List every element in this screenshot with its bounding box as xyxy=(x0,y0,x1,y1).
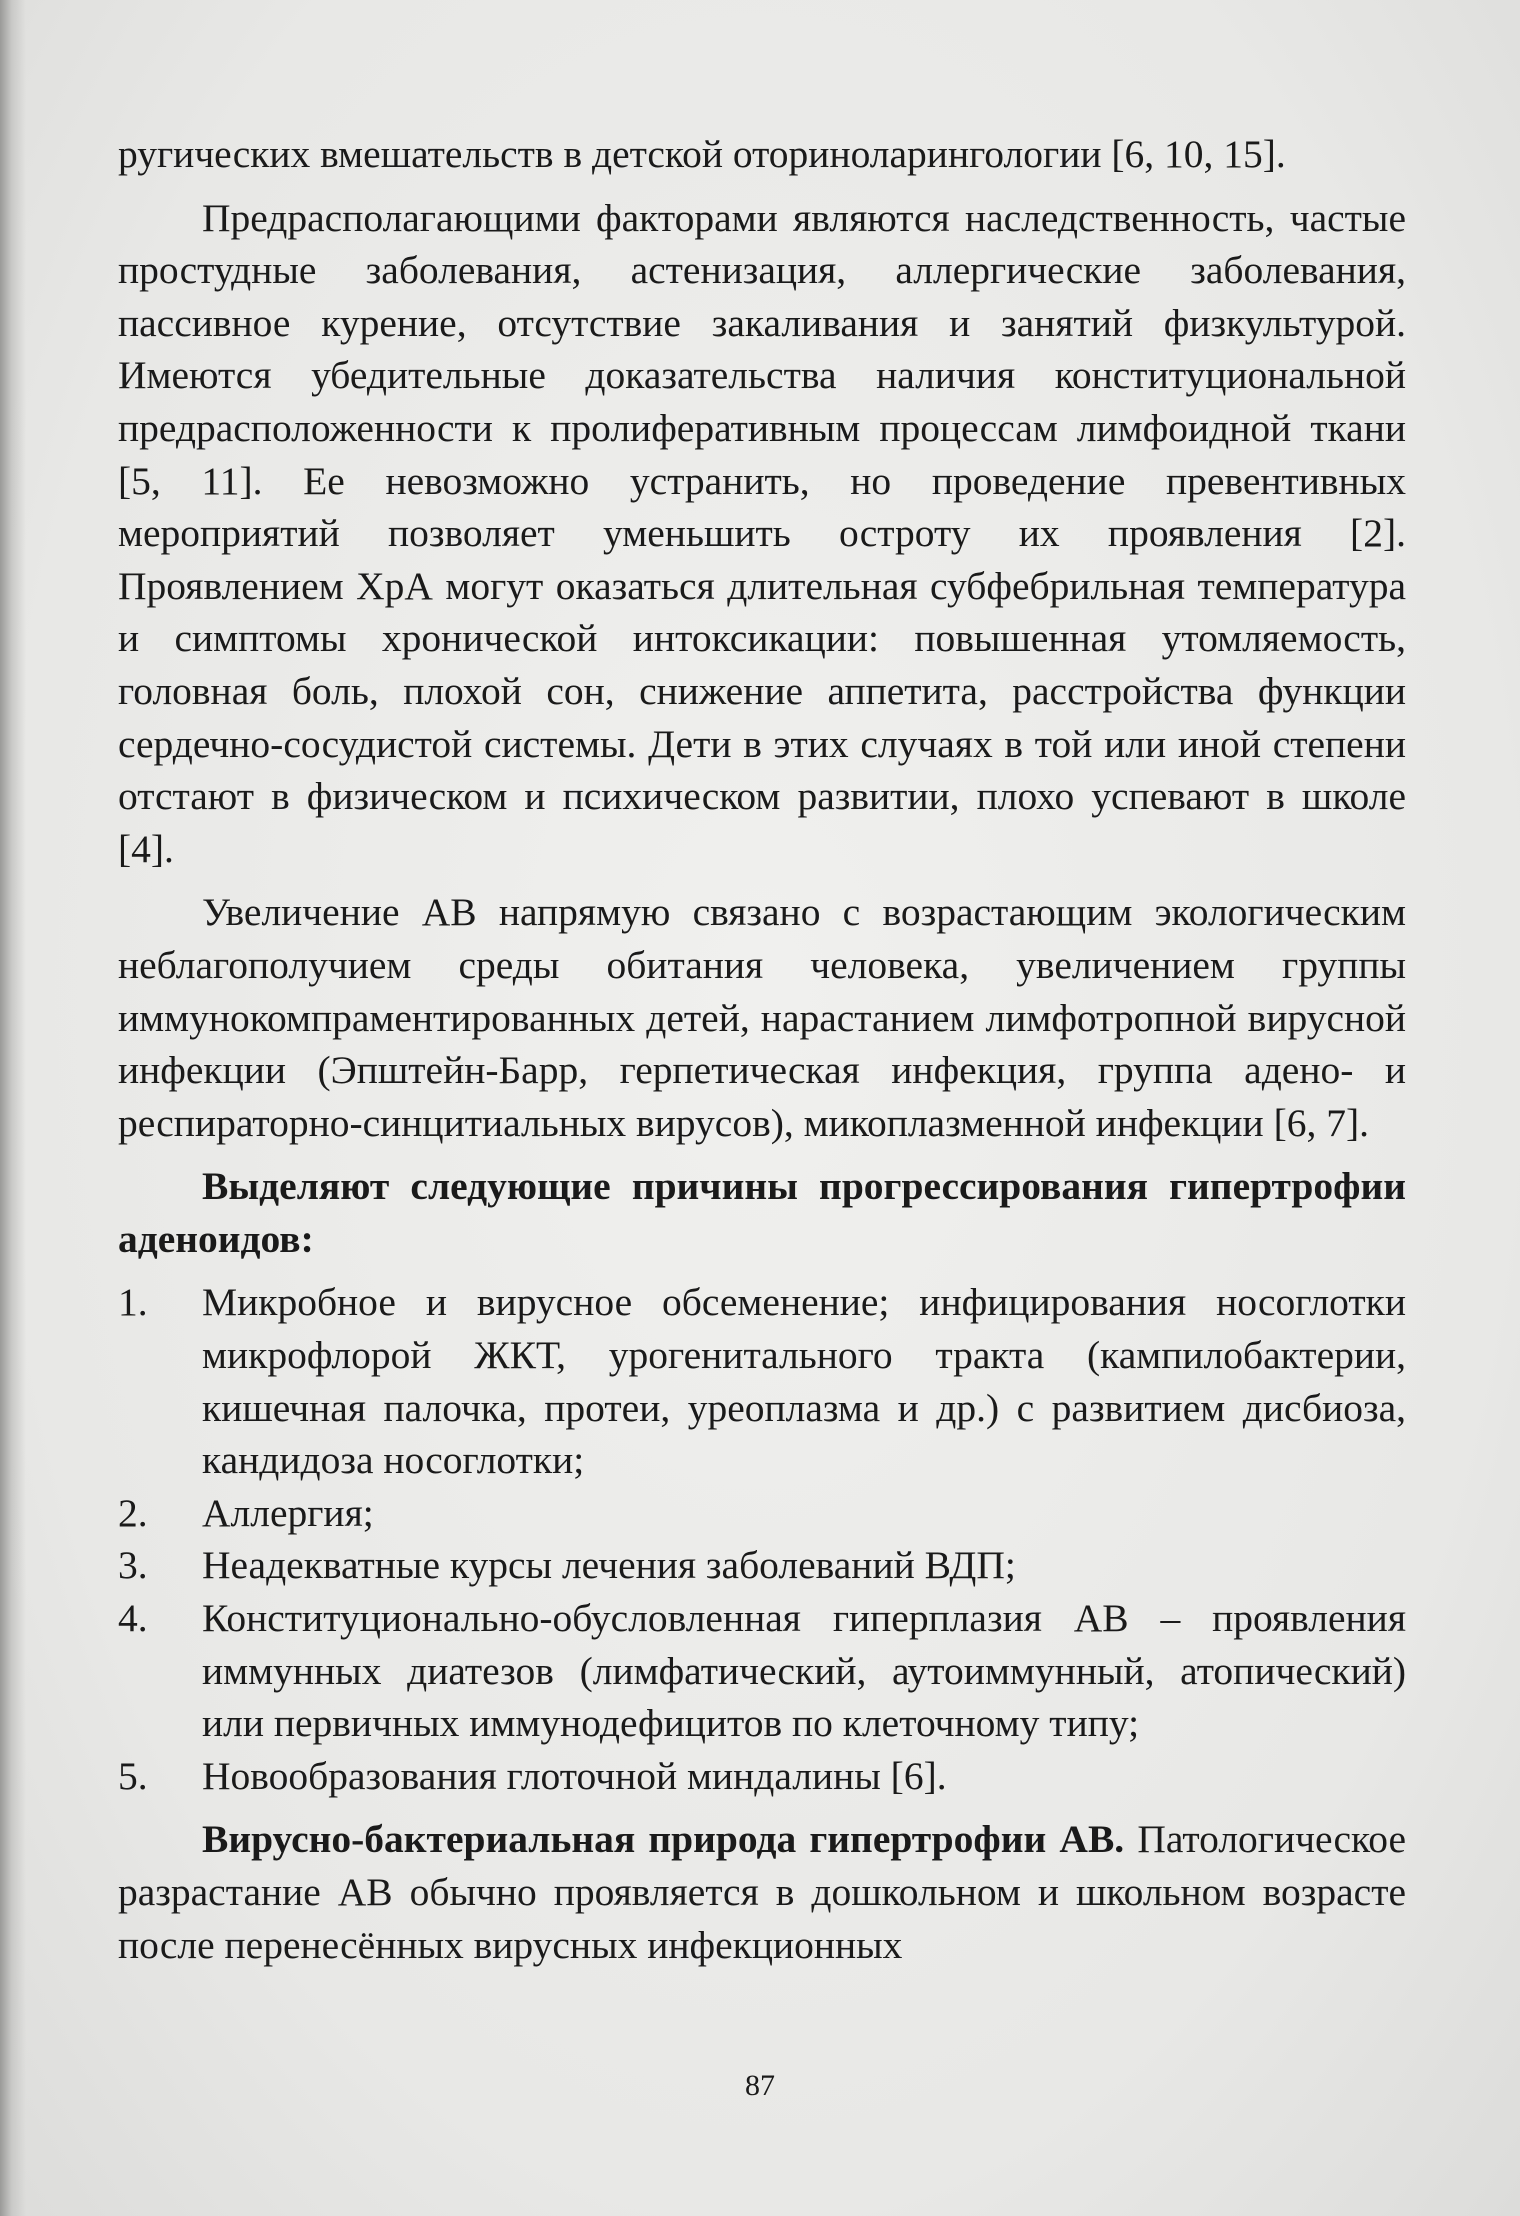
list-item xyxy=(118,1276,1406,1486)
paragraph-viral-bacterial xyxy=(118,1813,1406,1971)
page-number: 87 xyxy=(745,2069,775,2102)
list-item-number: 3. xyxy=(118,1543,148,1588)
list-item-text: Неадекватные курсы лечения заболеваний ВДП; xyxy=(202,1543,1016,1588)
list-item-number: 5. xyxy=(118,1753,148,1798)
list-item-number: 2. xyxy=(118,1490,148,1535)
body-text xyxy=(118,128,1406,1982)
inline-heading-viral-bacterial: Вирусно-бактериальная природа гипертрофии АВ. xyxy=(202,1817,1125,1862)
paragraph-predisposing-factors: Предрасполагающими факторами являются наследственность, частые простудные заболевания, астенизация, аллергические заболевания, пассивное курение, отсутствие закаливания и занятий физкультурой. Имеются убедительные доказательства наличия конституциональной предрасположенности к пролиферативным процессам лимфоидной ткани [5, 11]. Ее невозможно устранить, но проведение превентивных мероприятий позволяет уменьшить остроту их проявления [2]. Проявлением ХрА могут оказаться длительная субфебрильная температура и симптомы хронической интоксикации: повышенная утомляемость, головная боль, плохой сон, снижение аппетита, расстройства функции сердечно-сосудистой системы. Дети в этих случаях в той или иной степени отстают в физическом и психическом развитии, плохо успевают в школе [4]. xyxy=(118,195,1406,871)
paragraph-viral-bacterial-text: Патологическое разрастание АВ обычно проявляется в дошкольном и школьном возрасте после перенесённых вирусных инфекционных xyxy=(118,1817,1407,1967)
list-item xyxy=(118,1539,1406,1592)
list-item xyxy=(118,1750,1406,1803)
list-item-text: Микробное и вирусное обсеменение; инфицирования носоглотки микрофлорой ЖКТ, урогенитального тракта (кампилобактерии, кишечная палочка, протеи, уреоплазма и др.) с развитием дисбиоза, кандидоза носоглотки; xyxy=(202,1280,1406,1483)
paragraph-continuation: ругических вмешательств в детской оториноларингологии [6, 10, 15]. xyxy=(118,132,1286,176)
page-gutter-shadow xyxy=(0,0,26,2216)
list-item xyxy=(118,1487,1406,1540)
paragraph-adenoid-growth: Увеличение АВ напрямую связано с возрастающим экологическим неблагополучием среды обитания человека, увеличением группы иммунокомпраментированных детей, нарастанием лимфотропной вирусной инфекции (Эпштейн-Барр, герпетическая инфекция, группа адено- и респираторно-синцитиальных вирусов), микоплазменной инфекции [6, 7]. xyxy=(118,890,1406,1145)
list-item-number: 4. xyxy=(118,1596,148,1641)
list-item xyxy=(118,1592,1406,1750)
causes-list xyxy=(118,1276,1406,1802)
list-item-number: 1. xyxy=(118,1280,148,1325)
section-heading-causes: Выделяют следующие причины прогрессирования гипертрофии аденоидов: xyxy=(118,1164,1406,1261)
list-item-text: Новообразования глоточной миндалины [6]. xyxy=(202,1753,947,1798)
list-item-text: Конституционально-обусловленная гиперплазия АВ – проявления иммунных диатезов (лимфатический, аутоиммунный, атопический) или первичных иммунодефицитов по клеточному типу; xyxy=(202,1596,1406,1746)
list-item-text: Аллергия; xyxy=(202,1490,374,1535)
